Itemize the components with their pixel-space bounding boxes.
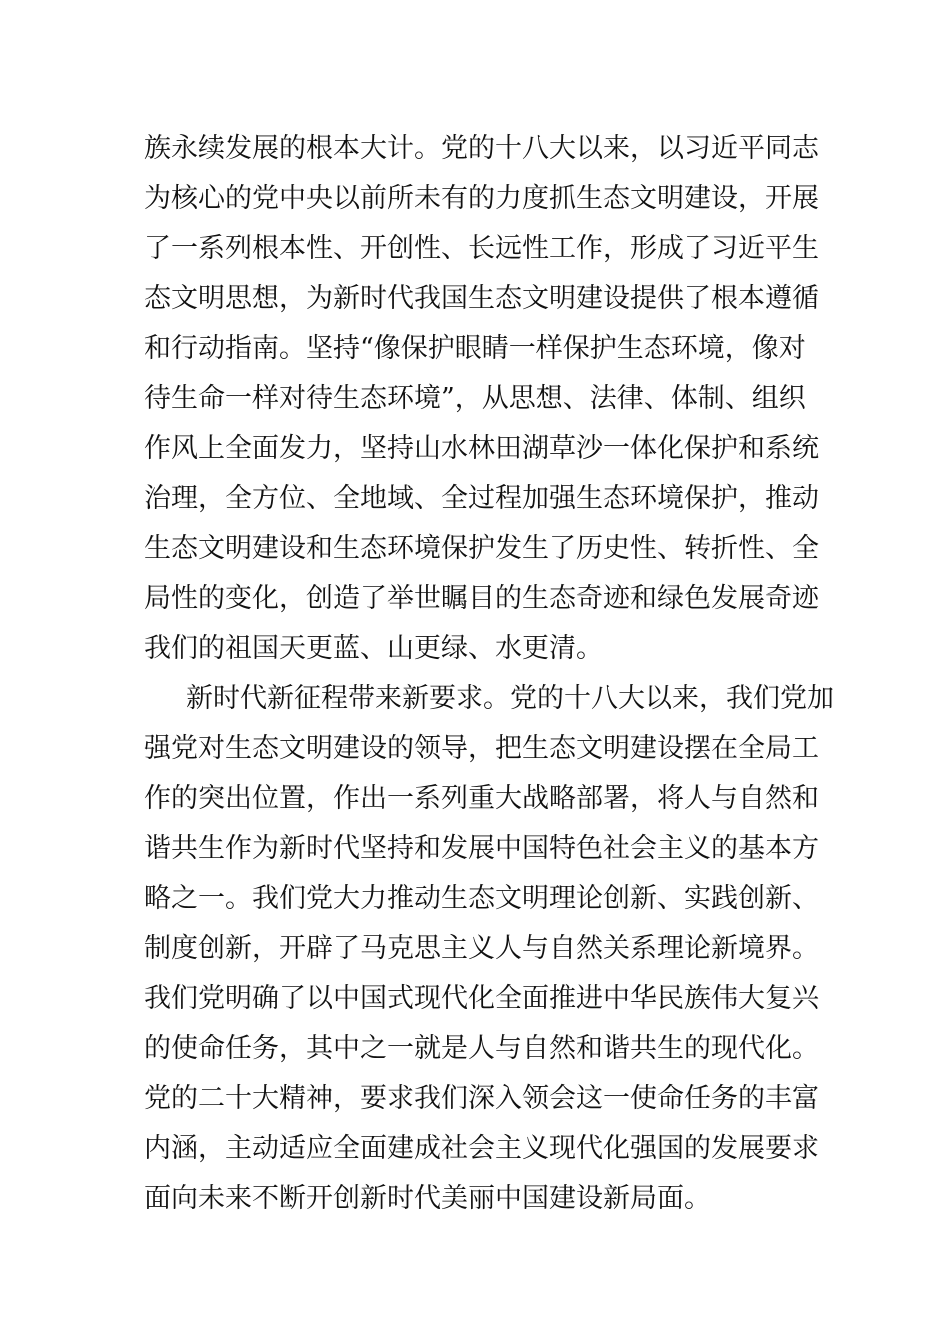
text-line: 新时代新征程带来新要求。党的十八大以来，我们党加 [186,683,834,714]
text-line: 面向未来不断开创新时代美丽中国建设新局面。 [144,1183,711,1214]
text-line: 我们的祖国天更蓝、山更绿、水更清。 [144,633,603,664]
text-line: 制度创新，开辟了马克思主义人与自然关系理论新境界。 [144,933,819,964]
text-line: 态文明思想，为新时代我国生态文明建设提供了根本遵循 [144,283,819,314]
text-line: 我们党明确了以中国式现代化全面推进中华民族伟大复兴 [144,983,819,1014]
paragraph-1 [144,124,824,674]
text-line: 局性的变化，创造了举世瞩目的生态奇迹和绿色发展奇迹 [144,583,819,614]
body-text [144,124,834,1224]
text-line: 和行动指南。坚持“像保护眼睛一样保护生态环境，像对 [144,333,806,364]
text-line: 为核心的党中央以前所未有的力度抓生态文明建设，开展 [144,183,819,214]
text-line: 了一系列根本性、开创性、长远性工作，形成了习近平生 [144,233,819,264]
text-line: 作风上全面发力，坚持山水林田湖草沙一体化保护和系统 [144,433,819,464]
text-line: 的使命任务，其中之一就是人与自然和谐共生的现代化。 [144,1033,819,1064]
text-line: 略之一。我们党大力推动生态文明理论创新、实践创新、 [144,883,819,914]
text-line: 党的二十大精神，要求我们深入领会这一使命任务的丰富 [144,1083,819,1114]
text-line: 内涵，主动适应全面建成社会主义现代化强国的发展要求 [144,1133,819,1164]
paragraph-2 [144,674,834,1224]
text-line: 待生命一样对待生态环境”，从思想、法律、体制、组织 [144,383,806,414]
text-line: 作的突出位置，作出一系列重大战略部署，将人与自然和 [144,783,819,814]
text-line: 生态文明建设和生态环境保护发生了历史性、转折性、全 [144,533,819,564]
text-line: 治理，全方位、全地域、全过程加强生态环境保护，推动 [144,483,819,514]
text-line: 谐共生作为新时代坚持和发展中国特色社会主义的基本方 [144,833,819,864]
text-line: 强党对生态文明建设的领导，把生态文明建设摆在全局工 [144,733,819,764]
text-line: 族永续发展的根本大计。党的十八大以来，以习近平同志 [144,133,819,164]
